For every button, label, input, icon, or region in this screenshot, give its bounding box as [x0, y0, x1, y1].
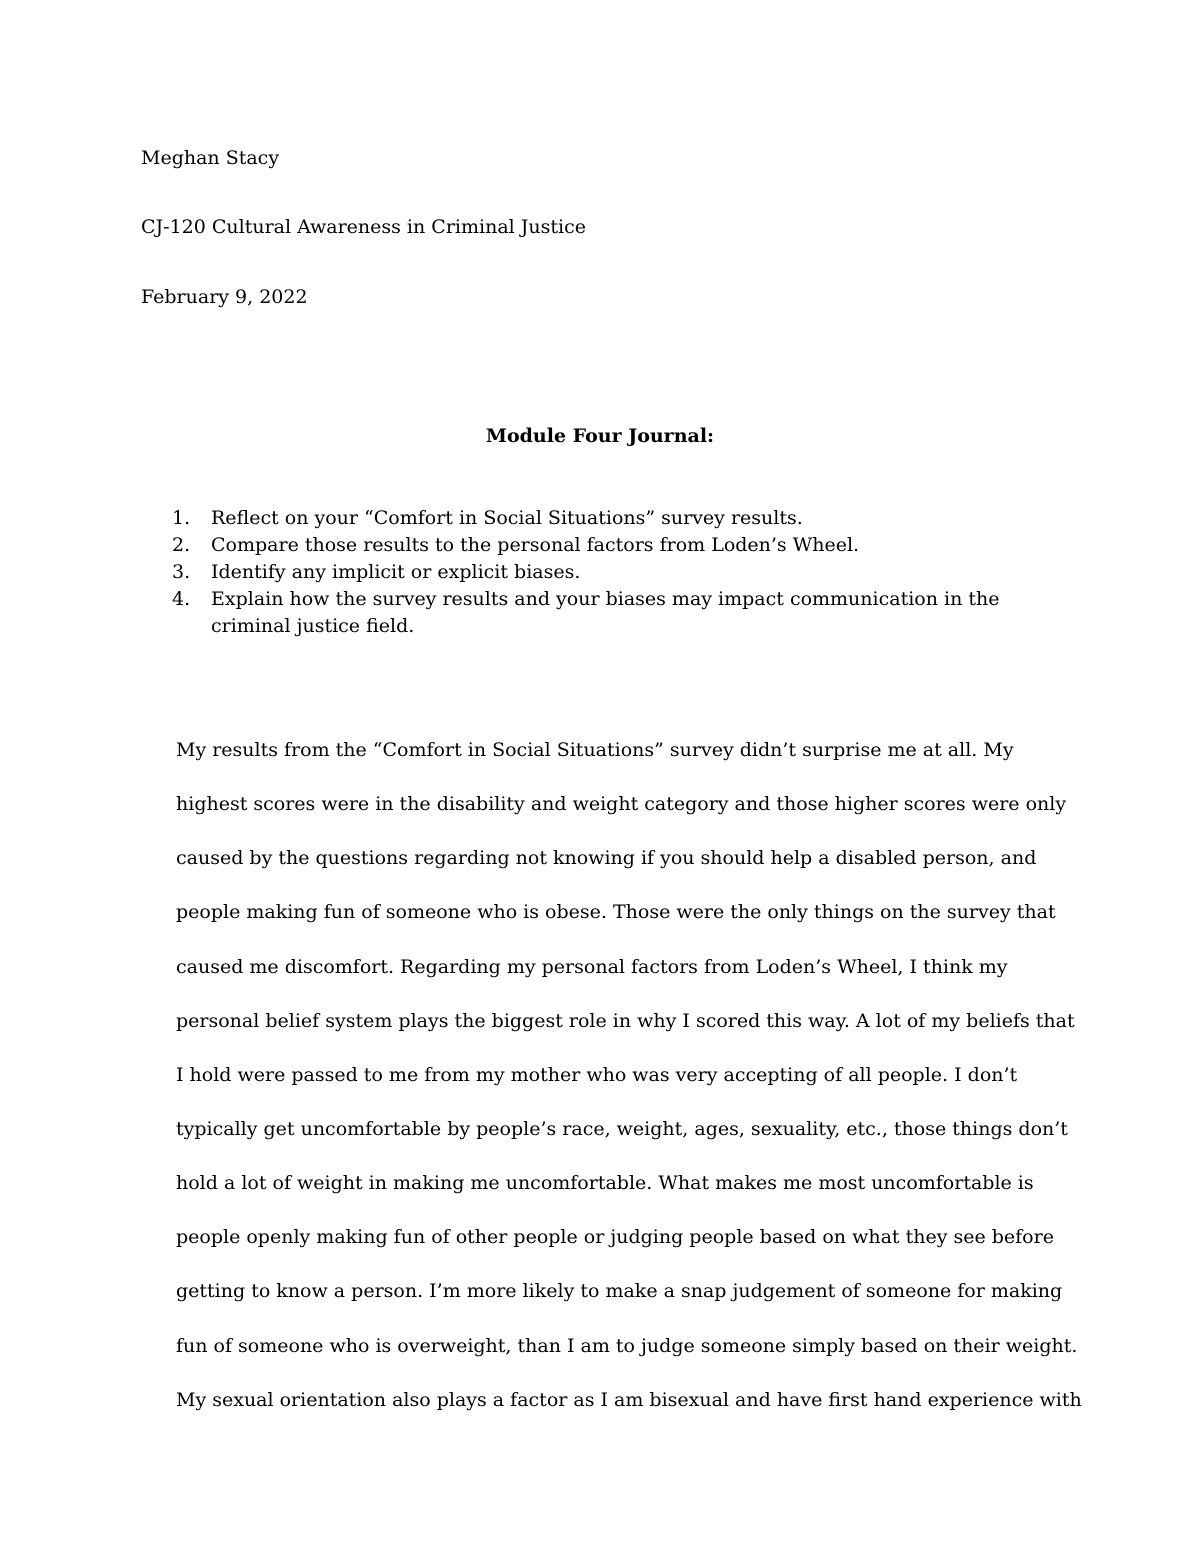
prompt-text: Reflect on your “Comfort in Social Situations” survey results. [211, 507, 803, 529]
body-line: people making fun of someone who is obese. Those were the only things on the survey that [176, 901, 1056, 923]
document-date: February 9, 2022 [141, 286, 308, 308]
prompt-item [168, 586, 1028, 640]
prompt-item [168, 559, 1028, 586]
body-line: getting to know a person. I’m more likely to make a snap judgement of someone for making [176, 1280, 1063, 1302]
document-title: Module Four Journal: [485, 425, 715, 447]
body-line: people openly making fun of other people or judging people based on what they see before [176, 1226, 1054, 1248]
prompt-number: 3. [172, 561, 191, 583]
prompt-text: Identify any implicit or explicit biases. [211, 561, 581, 583]
body-line: fun of someone who is overweight, than I am to judge someone simply based on their weight. [176, 1335, 1078, 1357]
course-name: CJ-120 Cultural Awareness in Criminal Justice [141, 216, 586, 238]
prompt-number: 2. [172, 534, 191, 556]
body-line: caused me discomfort. Regarding my personal factors from Loden’s Wheel, I think my [176, 956, 1008, 978]
body-line: personal belief system plays the biggest role in why I scored this way. A lot of my beliefs that [176, 1010, 1075, 1032]
prompt-number: 4. [172, 588, 191, 610]
prompt-item [168, 532, 1028, 559]
body-line: My results from the “Comfort in Social Situations” survey didn’t surprise me at all. My [176, 739, 1014, 761]
prompt-text: Compare those results to the personal factors from Loden’s Wheel. [211, 534, 860, 556]
prompt-text: Explain how the survey results and your biases may impact communication in the criminal justice field. [211, 588, 1000, 637]
body-line: hold a lot of weight in making me uncomfortable. What makes me most uncomfortable is [176, 1172, 1034, 1194]
body-line: highest scores were in the disability and weight category and those higher scores were only [176, 793, 1067, 815]
prompt-item [168, 505, 1028, 532]
body-line: typically get uncomfortable by people’s race, weight, ages, sexuality, etc., those things don’t [176, 1118, 1068, 1140]
prompt-number: 1. [172, 507, 191, 529]
body-line: caused by the questions regarding not knowing if you should help a disabled person, and [176, 847, 1037, 869]
author-name: Meghan Stacy [141, 147, 280, 169]
prompt-list [168, 505, 1028, 640]
body-line: My sexual orientation also plays a factor as I am bisexual and have first hand experience with [176, 1389, 1082, 1411]
body-line: I hold were passed to me from my mother who was very accepting of all people. I don’t [176, 1064, 1018, 1086]
